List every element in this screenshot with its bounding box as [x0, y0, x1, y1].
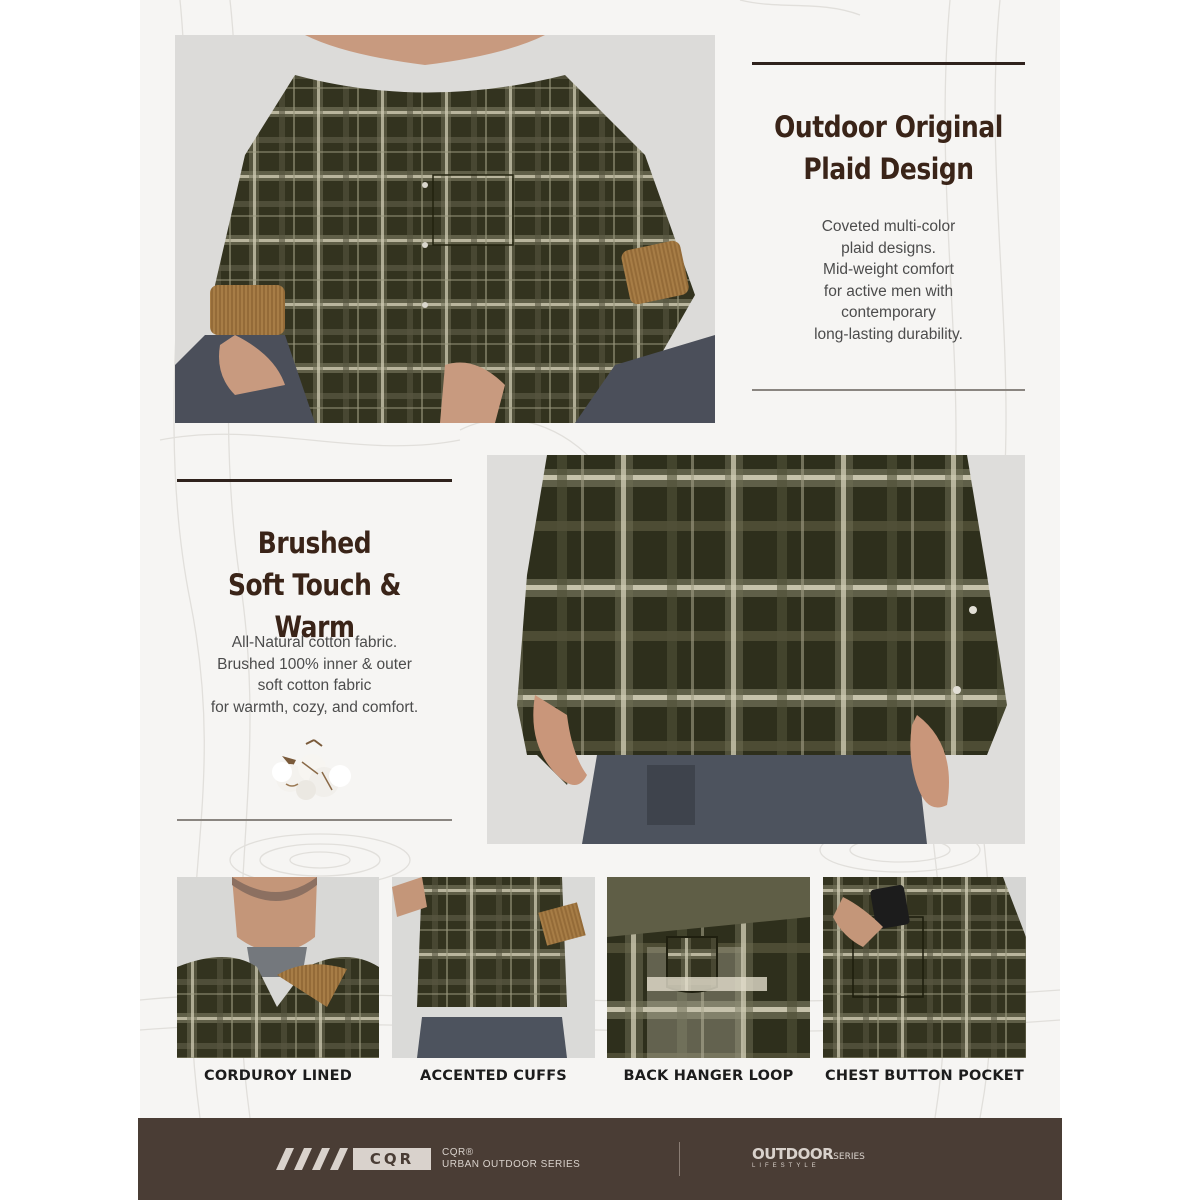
brand-name-line2: URBAN OUTDOOR SERIES: [442, 1159, 581, 1170]
section1-line: long-lasting durability.: [814, 325, 963, 343]
section2-heading-line1: Brushed: [257, 526, 372, 560]
section1-heading: [763, 106, 1015, 190]
brand-name-line1: CQR®: [442, 1147, 474, 1158]
section2-line: soft cotton fabric: [257, 677, 372, 694]
section2-heading: [188, 522, 442, 648]
footer-divider: [679, 1142, 680, 1176]
section1-bottom-rule: [752, 389, 1025, 391]
series-main-text: OUTDOOR: [752, 1145, 834, 1163]
section1-top-rule: [752, 62, 1025, 65]
brand-name: [442, 1147, 580, 1171]
series-small-text: SERIES: [833, 1152, 865, 1162]
feature-photo-back-hanger-loop: [607, 877, 810, 1058]
section1-line: plaid designs.: [841, 239, 936, 257]
section1-line: for active men with: [823, 282, 954, 300]
feature-photo-corduroy-lined: [177, 877, 379, 1058]
section2-bottom-rule: [177, 819, 452, 821]
feature-label-accented-cuffs: ACCENTED CUFFS: [420, 1068, 567, 1084]
photo-plaid-shirt-back: [487, 455, 1025, 844]
photo-plaid-shirt-kneeling: [175, 35, 715, 423]
section1-line: contemporary: [841, 304, 936, 321]
cqr-logo: CQR: [353, 1148, 431, 1170]
feature-label-corduroy-lined: CORDUROY LINED: [204, 1068, 352, 1084]
section1-line: Coveted multi-color: [821, 218, 956, 235]
cotton-boll-icon: [262, 738, 358, 804]
section2-line: for warmth, cozy, and comfort.: [210, 698, 419, 716]
outdoor-series-logo: [752, 1145, 865, 1169]
section1-line: Mid-weight comfort: [823, 261, 954, 278]
series-sub-text: LIFESTYLE: [752, 1163, 820, 1169]
section1-description: [752, 216, 1025, 345]
feature-label-back-hanger-loop: BACK HANGER LOOP: [623, 1068, 794, 1084]
section2-top-rule: [177, 479, 452, 482]
feature-photo-accented-cuffs: [392, 877, 595, 1058]
section1-heading-line2: Plaid Design: [803, 152, 974, 186]
section2-line: Brushed 100% inner & outer: [217, 655, 412, 673]
section2-line: All-Natural cotton fabric.: [231, 634, 398, 651]
feature-label-chest-button-pocket: CHEST BUTTON POCKET: [825, 1068, 1024, 1084]
section2-description: [167, 632, 462, 718]
feature-photo-chest-button-pocket: [823, 877, 1026, 1058]
brand-footer: [138, 1118, 1062, 1200]
section1-heading-line1: Outdoor Original: [774, 110, 1003, 144]
section2-heading-line2: Soft Touch & Warm: [228, 568, 401, 644]
cqr-stripes-logo-icon: [270, 1148, 350, 1174]
